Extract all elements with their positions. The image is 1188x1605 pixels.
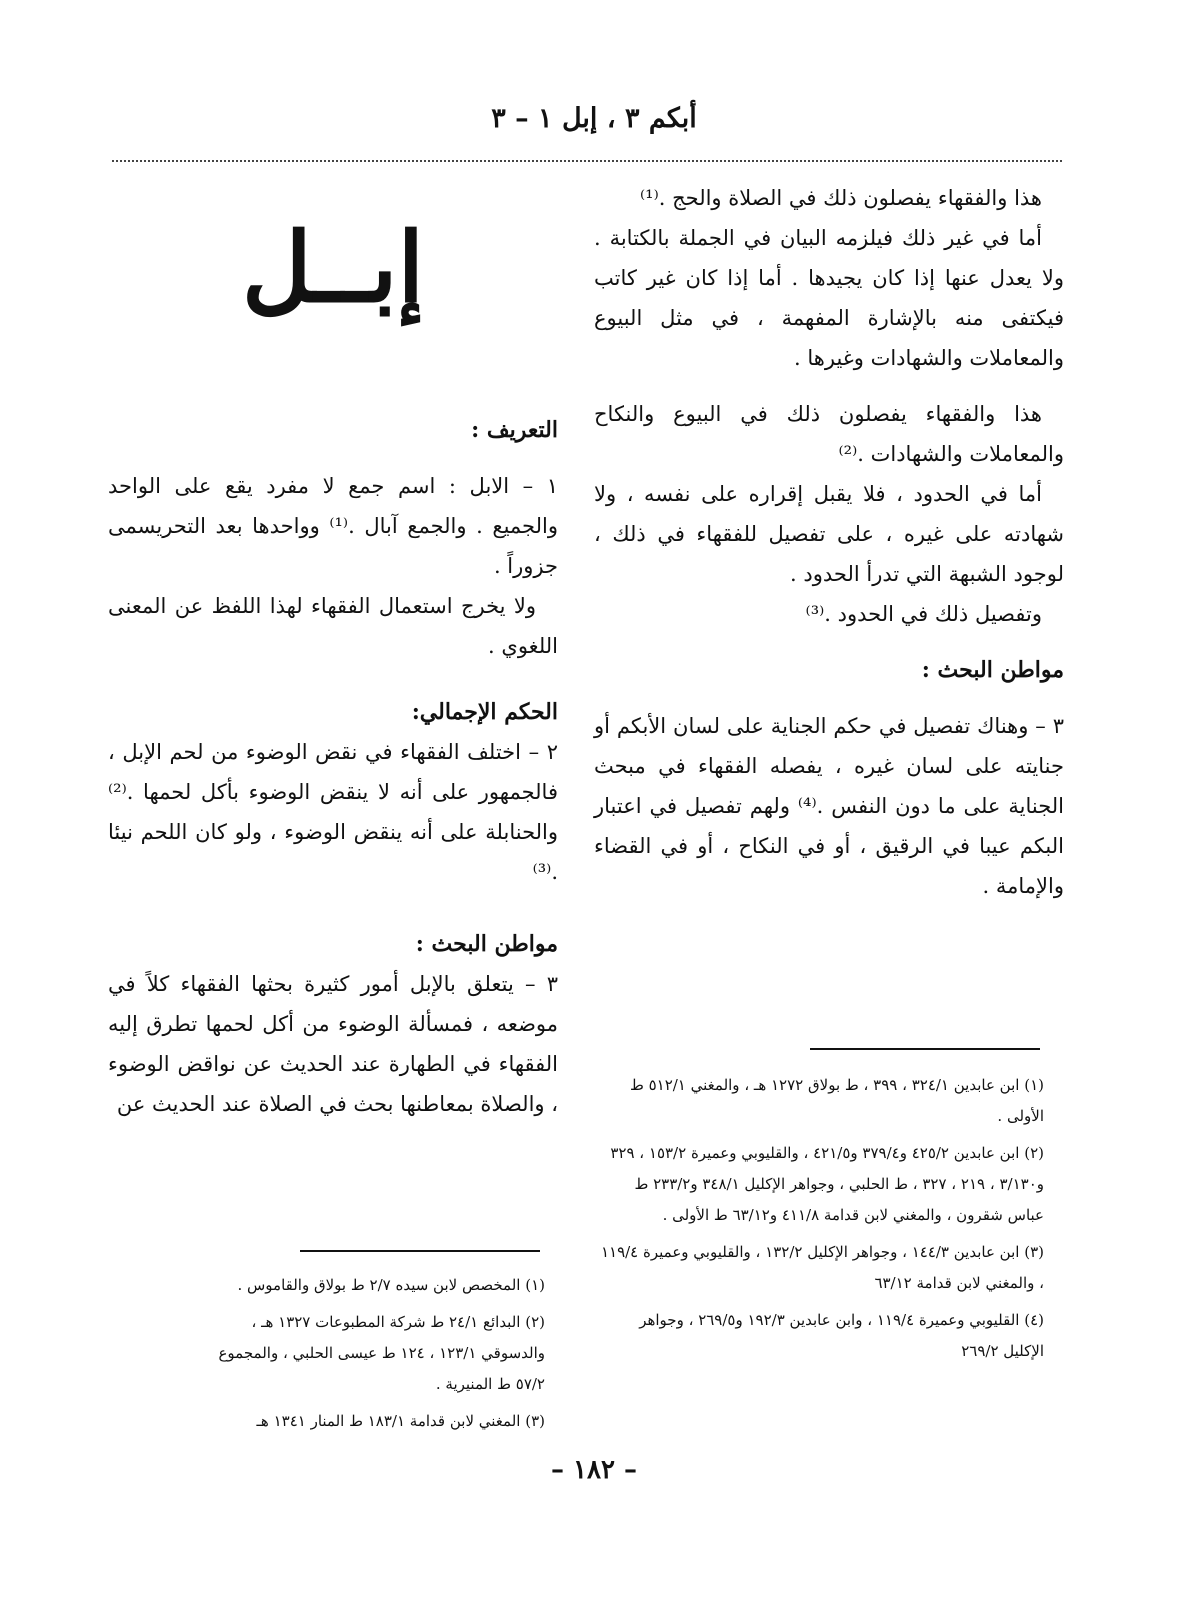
right-footnote-4: (٤) القليوبي وعميرة ١١٩/٤ ، وابن عابدين ١٩٢/٣ و٢٦٩/٥ ، وجواهر الإكليل ٢٦٩/٢ [639,1311,1044,1360]
ruling-paragraph: ٢ – اختلف الفقهاء في نقض الوضوء من لحم الإبل ، فالجمهور على أنه لا ينقض الوضوء بأكل لحمها .⁽²⁾ والحنابلة على أنه ينقض الوضوء ، ولو كان اللحم نيئا .⁽³⁾ [108,740,558,884]
right-paragraph-2: أما في غير ذلك فيلزمه البيان في الجملة بالكتابة . ولا يعدل عنها إذا كان يجيدها . أما إذا كان غير كاتب فيكتفى منه بالإشارة المفهمة ، في مثل البيوع والمعاملات والشهادات وغيرها . [594,226,1064,370]
right-footnotes [594,1070,1044,1373]
definition-heading: التعريف : [471,417,558,443]
left-footnotes [200,1270,545,1443]
right-footnote-1: (١) ابن عابدين ٣٢٤/١ ، ٣٩٩ ، ط بولاق ١٢٧٢ هـ ، والمغني ٥١٢/١ ط الأولى . [629,1076,1044,1125]
left-footnote-1: (١) المخصص لابن سيده ٢/٧ ط بولاق والقاموس . [237,1276,545,1294]
right-footnote-2: (٢) ابن عابدين ٤٢٥/٢ و٣٧٩/٤ و٤٢١/٥ ، والقليوبي وعميرة ١٥٣/٢ ، ٣٢٩ و٣/١٣٠ ، ٢١٩ ، ٣٢٧ ، ط الحلبي ، وجواهر الإكليل ٣٤٨/١ و٢٣٣/٢ ط عباس شقرون ، والمغني لابن قدامة ٤١١/٨ و٦٣/١٢ ط الأولى . [610,1144,1044,1224]
right-paragraph-1: هذا والفقهاء يفصلون ذلك في الصلاة والحج .⁽¹⁾ [639,186,1042,210]
right-paragraph-3: هذا والفقهاء يفصلون ذلك في البيوع والنكاح والمعاملات والشهادات .⁽²⁾ [594,402,1064,466]
right-paragraph-4: أما في الحدود ، فلا يقبل إقراره على نفسه ، ولا شهادته على غيره ، على تفصيل للفقهاء في ذلك ، لوجود الشبهة التي تدرأ الحدود . [594,482,1064,586]
left-footnote-rule [300,1250,540,1252]
running-head: أبكم ٣ ، إبل ١ – ٣ [491,103,697,134]
left-footnote-2: (٢) البدائع ٢٤/١ ط شركة المطبوعات ١٣٢٧ هـ ، والدسوقي ١٢٣/١ ، ١٢٤ ط عيسى الحلبي ، والمجموع ٥٧/٢ ط المنيرية . [218,1313,545,1393]
right-column [594,178,1064,906]
left-section-heading: مواطن البحث : [415,931,558,957]
right-footnote-3: (٣) ابن عابدين ١٤٤/٣ ، وجواهر الإكليل ١٣٢/٢ ، والقليوبي وعميرة ١١٩/٤ ، والمغني لابن قدامة ٦٣/١٢ [600,1243,1044,1292]
definition-paragraph-1: ١ – الابل : اسم جمع لا مفرد يقع على الواحد والجميع . والجمع آبال .⁽¹⁾ وواحدها بعد التحريسمى جزوراً . [108,474,558,578]
article-title: إبــل [241,211,425,324]
right-section-paragraph: ٣ – وهناك تفصيل في حكم الجناية على لسان الأبكم أو جنايته على لسان غيره ، يفصله الفقهاء في مبحث الجناية على ما دون النفس .⁽⁴⁾ ولهم تفصيل في اعتبار البكم عيبا في الرقيق ، أو في النكاح ، أو في القضاء والإمامة . [594,714,1064,898]
header-dotted-rule [112,160,1062,162]
ruling-heading: الحكم الإجمالي: [411,699,558,725]
right-section-heading: مواطن البحث : [921,657,1064,683]
left-column [108,178,558,1124]
right-paragraph-5: وتفصيل ذلك في الحدود .⁽³⁾ [805,602,1042,626]
definition-paragraph-2: ولا يخرج استعمال الفقهاء لهذا اللفظ عن المعنى اللغوي . [108,594,558,658]
left-footnote-3: (٣) المغني لابن قدامة ١٨٣/١ ط المنار ١٣٤١ هـ [256,1412,545,1430]
right-footnote-rule [810,1048,1040,1050]
left-section-paragraph: ٣ – يتعلق بالإبل أمور كثيرة بحثها الفقهاء كلاً في موضعه ، فمسألة الوضوء من أكل لحمها تطرق إليه الفقهاء في الطهارة عند الحديث عن نواقض الوضوء ، والصلاة بمعاطنها بحث في الصلاة عند الحديث عن [108,972,558,1116]
page-number: – ١٨٢ – [550,1455,638,1485]
